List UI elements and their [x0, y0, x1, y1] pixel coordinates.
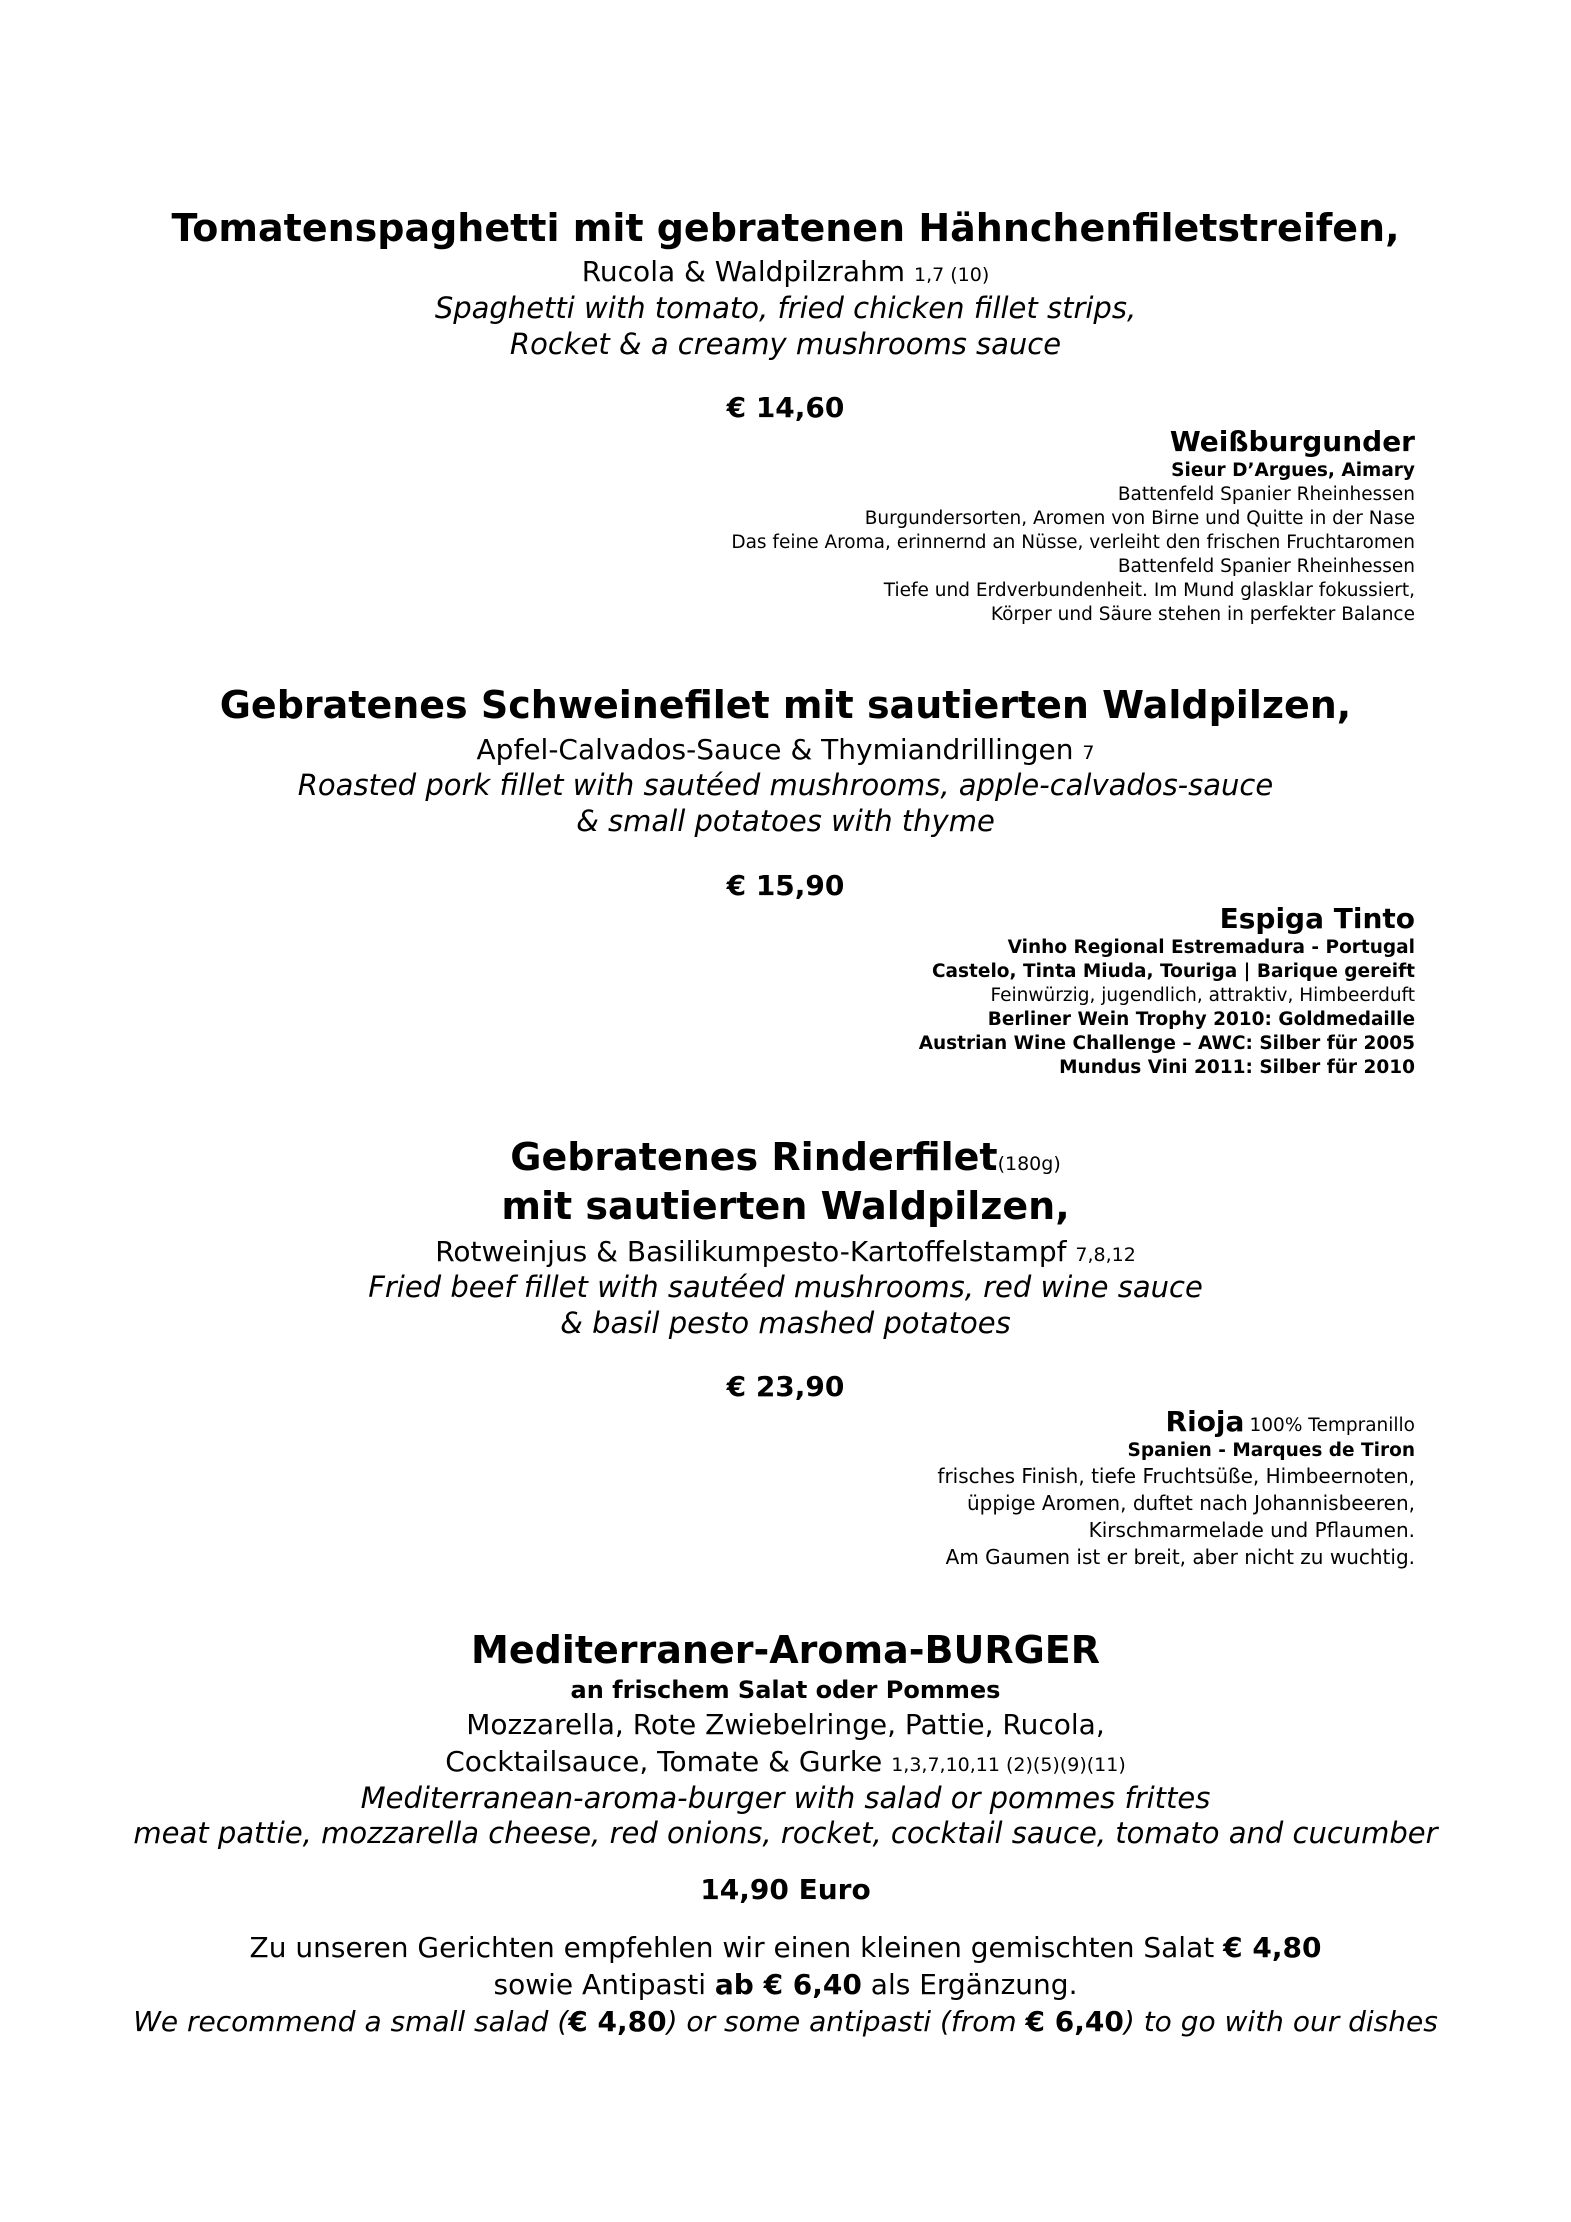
dish-english-line: & basil pesto mashed potatoes [560, 1306, 1011, 1340]
recommendation-text: als Ergänzung. [870, 1968, 1078, 2001]
wine-block [919, 902, 1415, 1080]
recommendation-text: We recommend a small salad ( [133, 2005, 569, 2038]
wine-line: Castelo, Tinta Miuda, Touriga | Barique gereift [931, 961, 1415, 982]
recommendation-line-de [0, 1967, 1571, 2003]
antipasti-price: € 6,40 [1025, 2005, 1124, 2038]
recommendation-text: ) or some antipasti (from [666, 2005, 1017, 2038]
wine-line: Battenfeld Spanier Rheinhessen [1117, 556, 1415, 577]
wine-name: Espiga Tinto [1219, 902, 1415, 935]
antipasti-price: ab € 6,40 [714, 1968, 862, 2001]
dish-english-line: Spaghetti with tomato, fried chicken fillet strips, [434, 291, 1137, 325]
dish-subtitle-text: Rotweinjus & Basilikumpesto-Kartoffelstampf [435, 1235, 1067, 1268]
wine-line: Am Gaumen ist er breit, aber nicht zu wuchtig. [945, 1545, 1415, 1569]
wine-line: üppige Aromen, duftet nach Johannisbeeren, [966, 1491, 1415, 1515]
dish-price: € 14,60 [726, 391, 845, 424]
dish-price: € 23,90 [726, 1370, 845, 1403]
dish-subtitle-text: Apfel-Calvados-Sauce & Thymiandrillingen [476, 733, 1074, 766]
wine-name-row [937, 1405, 1415, 1439]
burger-ingredients-text: Cocktailsauce, Tomate & Gurke [445, 1745, 883, 1778]
wine-line: Burgundersorten, Aromen von Birne und Quitte in der Nase [864, 508, 1415, 529]
recommendation-text: ) to go with our dishes [1123, 2005, 1438, 2038]
allergen-codes: 1,3,7,10,11 (2)(5)(9)(11) [891, 1754, 1126, 1776]
wine-line: Tiefe und Erdverbundenheit. Im Mund glasklar fokussiert, [883, 580, 1415, 601]
wine-line: Spanien - Marques de Tiron [1127, 1440, 1415, 1461]
wine-line: Austrian Wine Challenge – AWC: Silber für 2005 [918, 1033, 1415, 1054]
recommendation-text: Zu unseren Gerichten empfehlen wir einen kleinen gemischten Salat [249, 1931, 1215, 1964]
dish-title-line2: mit sautierten Waldpilzen, [501, 1184, 1070, 1228]
wine-block [731, 425, 1415, 627]
dish-title: Gebratenes Schweinefilet mit sautierten Waldpilzen, [219, 683, 1352, 727]
recommendation-line-en [0, 2004, 1571, 2040]
wine-line: Das feine Aroma, erinnernd an Nüsse, verleiht den frischen Fruchtaromen [731, 532, 1415, 553]
burger-ingredients-line [0, 1743, 1571, 1784]
dish-english-line: Roasted pork fillet with sautéed mushrooms, apple-calvados-sauce [297, 768, 1274, 802]
burger-ingredients-line: Mozzarella, Rote Zwiebelringe, Pattie, Rucola, [466, 1708, 1105, 1741]
dish-subtitle [0, 731, 1571, 772]
wine-line: Battenfeld Spanier Rheinhessen [1117, 484, 1415, 505]
burger-subtitle: an frischem Salat oder Pommes [570, 1676, 1001, 1704]
dish-english-line: Rocket & a creamy mushrooms sauce [509, 327, 1062, 361]
salad-price: € 4,80 [1223, 1931, 1322, 1964]
dish-title [0, 1134, 1571, 1187]
burger-english-line: Mediterranean-aroma-burger with salad or pommes frittes [360, 1781, 1211, 1815]
wine-line: Feinwürzig, jugendlich, attraktiv, Himbeerduft [990, 985, 1415, 1006]
dish-subtitle-text: Rucola & Waldpilzrahm [581, 255, 906, 288]
burger-price: 14,90 Euro [700, 1873, 871, 1906]
dish-subtitle [0, 1233, 1571, 1274]
recommendation-line-de [0, 1930, 1571, 1966]
wine-grape: 100% Tempranillo [1249, 1415, 1415, 1436]
dish-title-text: Gebratenes Rinderfilet [510, 1135, 998, 1179]
dish-title: Tomatenspaghetti mit gebratenen Hähnchenfiletstreifen, [171, 206, 1400, 250]
wine-line: Mundus Vini 2011: Silber für 2010 [1059, 1057, 1415, 1078]
wine-line: Kirschmarmelade und Pflaumen. [1088, 1518, 1415, 1542]
burger-english-line: meat pattie, mozzarella cheese, red onions, rocket, cocktail sauce, tomato and cucumber [133, 1816, 1438, 1850]
wine-line: Berliner Wein Trophy 2010: Goldmedaille [987, 1009, 1415, 1030]
wine-line: Vinho Regional Estremadura - Portugal [1007, 937, 1415, 958]
allergen-codes: 1,7 (10) [914, 264, 990, 286]
wine-name: Rioja [1165, 1405, 1245, 1438]
salad-price: € 4,80 [568, 2005, 667, 2038]
burger-title: Mediterraner-Aroma-BURGER [471, 1628, 1100, 1672]
dish-subtitle [0, 253, 1571, 294]
dish-english-line: & small potatoes with thyme [576, 804, 995, 838]
wine-block [937, 1405, 1415, 1571]
recommendation-text: sowie Antipasti [493, 1968, 706, 2001]
wine-line: Sieur D’Argues, Aimary [1171, 460, 1415, 481]
dish-price: € 15,90 [726, 869, 845, 902]
wine-line: frisches Finish, tiefe Fruchtsüße, Himbeernoten, [937, 1464, 1415, 1488]
portion-note: (180g) [997, 1153, 1061, 1175]
allergen-codes: 7,8,12 [1075, 1244, 1136, 1266]
dish-english-line: Fried beef fillet with sautéed mushrooms, red wine sauce [368, 1270, 1203, 1304]
allergen-codes: 7 [1082, 742, 1095, 764]
wine-line: Körper und Säure stehen in perfekter Balance [990, 604, 1415, 625]
wine-name: Weißburgunder [1169, 425, 1415, 458]
